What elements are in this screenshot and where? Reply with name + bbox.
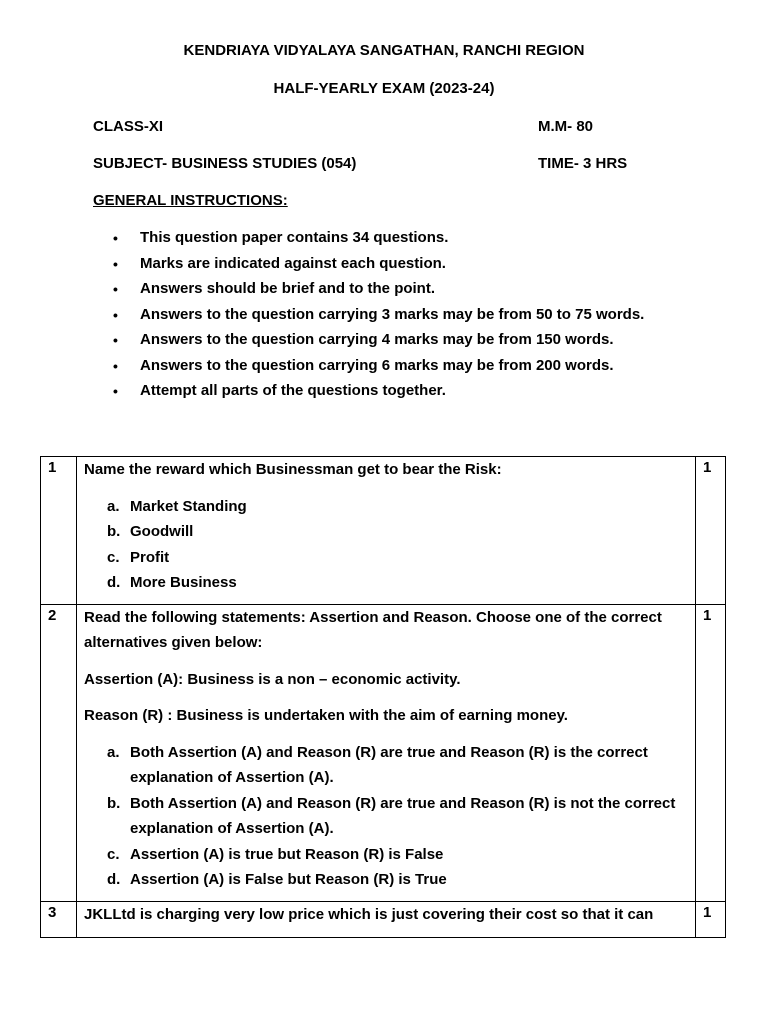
exam-title: HALF-YEARLY EXAM (2023-24) (273, 80, 495, 97)
question-marks: 1 (696, 457, 726, 605)
option-item: a. Both Assertion (A) and Reason (R) are true and Reason (R) is the correct explanation of Assertion (A). (107, 743, 648, 786)
question-body (77, 457, 696, 605)
option-item: c. Assertion (A) is true but Reason (R) is False (107, 845, 444, 863)
instruction-item: • Answers to the question carrying 4 marks may be from 150 words. (113, 331, 614, 348)
question-text: JKLLtd is charging very low price which is just covering their cost so that it can (84, 905, 654, 923)
instruction-item: • Answers to the question carrying 3 marks may be from 50 to 75 words. (113, 305, 645, 323)
reason-text: Reason (R) : Business is undertaken with the aim of earning money. (84, 707, 568, 724)
question-number: 3 (41, 901, 77, 937)
question-number: 2 (41, 604, 77, 901)
instruction-item: • Attempt all parts of the questions together. (113, 382, 446, 399)
subject-label: SUBJECT- BUSINESS STUDIES (054) (93, 155, 357, 172)
question-text: Read the following statements: Assertion and Reason. Choose one of the correct alternatives given below: (84, 608, 662, 651)
bullet-icon: • (113, 230, 118, 246)
class-label: CLASS-XI (93, 118, 164, 135)
instruction-item: • Answers to the question carrying 6 marks may be from 200 words. (113, 356, 614, 374)
bullet-icon: • (113, 332, 118, 348)
question-body (77, 901, 696, 937)
question-row (41, 457, 726, 605)
bullet-icon: • (113, 281, 118, 297)
option-item: c. Profit (107, 548, 170, 566)
options-list (84, 740, 689, 893)
questions-table (40, 456, 726, 938)
instruction-item: • Marks are indicated against each question. (113, 254, 446, 272)
question-marks: 1 (696, 901, 726, 937)
question-row (41, 604, 726, 901)
instruction-item: • This question paper contains 34 questions. (113, 229, 449, 246)
bullet-icon: • (113, 383, 118, 399)
max-marks-label: M.M- 80 (538, 118, 594, 135)
question-number: 1 (41, 457, 77, 605)
question-body (77, 604, 696, 901)
bullet-icon: • (113, 255, 118, 272)
question-marks: 1 (696, 604, 726, 901)
option-item: d. Assertion (A) is False but Reason (R) is True (107, 871, 447, 888)
org-title: KENDRIAYA VIDYALAYA SANGATHAN, RANCHI REGION (183, 42, 585, 59)
instructions-heading: GENERAL INSTRUCTIONS: (93, 192, 288, 209)
bullet-icon: • (113, 357, 118, 374)
option-item: a. Market Standing (107, 497, 247, 515)
question-row (41, 901, 726, 937)
option-item: b. Both Assertion (A) and Reason (R) are true and Reason (R) is not the correct explanation of Assertion (A). (107, 794, 676, 837)
bullet-icon: • (113, 306, 118, 323)
instructions-list (93, 228, 644, 407)
question-text: Name the reward which Businessman get to bear the Risk: (84, 461, 502, 478)
option-item: d. More Business (107, 574, 237, 591)
instruction-item: • Answers should be brief and to the point. (113, 280, 436, 297)
option-item: b. Goodwill (107, 523, 194, 540)
options-list (84, 494, 689, 596)
time-label: TIME- 3 HRS (538, 155, 628, 172)
assertion-text: Assertion (A): Business is a non – economic activity. (84, 670, 461, 688)
